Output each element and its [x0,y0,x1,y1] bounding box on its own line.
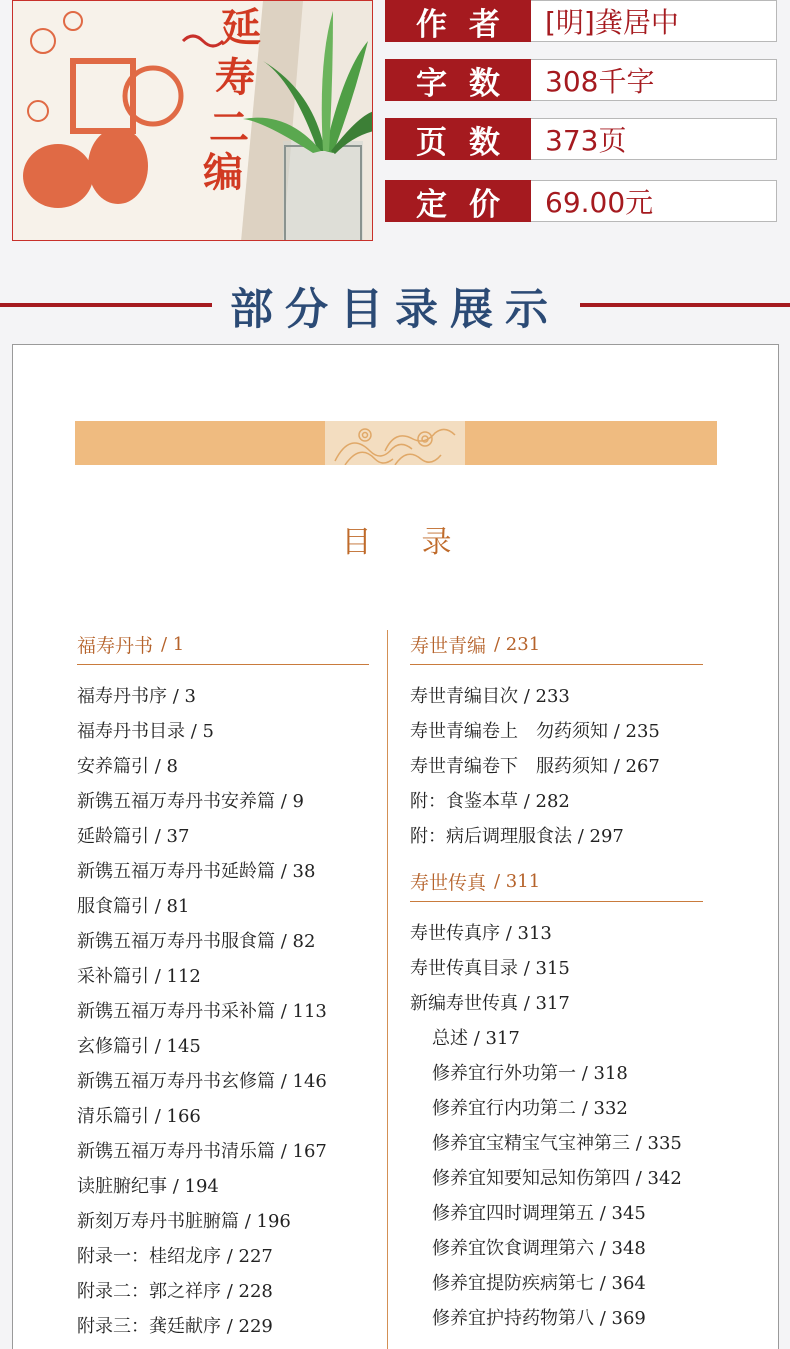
info-label: 字数 [385,59,531,101]
section-heading-text: 寿世青编 [410,635,487,657]
toc-item: 修养宜四时调理第五 / 345 [432,1203,646,1224]
section-heading-page: / 231 [494,634,541,655]
toc-item: 安养篇引 / 8 [77,756,178,777]
toc-item: 玄修篇引 / 145 [77,1036,201,1057]
toc-item: 寿世传真目录 / 315 [410,958,570,979]
info-value: 373页 [531,118,777,160]
toc-item: 寿世传真序 / 313 [410,923,552,944]
info-row-author [385,0,777,42]
cover-title-char: 二 [209,104,249,151]
book-cover-image [12,0,373,241]
toc-section-heading [77,625,369,665]
cover-title-char: 编 [203,149,243,196]
toc-item: 修养宜提防疾病第七 / 364 [432,1273,646,1294]
info-value: [明]龚居中 [531,0,777,42]
info-row-word-count [385,59,777,101]
toc-item: 福寿丹书序 / 3 [77,686,196,707]
toc-item: 修养宜行外功第一 / 318 [432,1063,628,1084]
info-label: 定价 [385,180,531,222]
toc-item: 寿世青编目次 / 233 [410,686,570,707]
info-row-price [385,180,777,222]
toc-item: 新镌五福万寿丹书服食篇 / 82 [77,931,316,952]
toc-title: 目录 [341,525,502,560]
section-heading-text: 福寿丹书 [77,635,154,657]
toc-item: 服食篇引 / 81 [77,896,190,917]
toc-item: 修养宜护持药物第八 / 369 [432,1308,646,1329]
toc-item: 附：病后调理服食法 / 297 [410,826,624,847]
info-value: 69.00元 [531,180,777,222]
toc-item: 新镌五福万寿丹书玄修篇 / 146 [77,1071,327,1092]
toc-left-column [77,625,369,1344]
info-label: 作者 [385,0,531,42]
toc-right-column [410,625,703,1336]
toc-item: 修养宜宝精宝气宝神第三 / 335 [432,1133,682,1154]
toc-item: 新镌五福万寿丹书采补篇 / 113 [77,1001,327,1022]
toc-item: 新镌五福万寿丹书安养篇 / 9 [77,791,304,812]
toc-item: 修养宜饮食调理第六 / 348 [432,1238,646,1259]
toc-item: 读脏腑纪事 / 194 [77,1176,219,1197]
toc-item: 新镌五福万寿丹书延龄篇 / 38 [77,861,316,882]
toc-item: 新镌五福万寿丹书清乐篇 / 167 [77,1141,327,1162]
toc-item: 修养宜知要知忌知伤第四 / 342 [432,1168,682,1189]
section-heading-page: / 311 [494,871,541,892]
cloud-pattern-icon [325,421,465,465]
toc-item: 附录二：郭之祥序 / 228 [77,1281,273,1302]
info-value: 308千字 [531,59,777,101]
toc-item: 修养宜行内功第二 / 332 [432,1098,628,1119]
info-row-page-count [385,118,777,160]
column-divider [387,630,388,1349]
toc-section-heading [410,625,703,665]
section-heading-text: 寿世传真 [410,872,487,894]
toc-section-heading [410,862,703,902]
toc-item: 采补篇引 / 112 [77,966,201,987]
toc-item: 新刻万寿丹书脏腑篇 / 196 [77,1211,291,1232]
section-title: 部分目录展示 [230,285,560,335]
cover-title-char: 寿 [215,54,255,101]
toc-page-image [12,344,779,1349]
toc-item: 附录一：桂绍龙序 / 227 [77,1246,273,1267]
decorative-banner [75,421,717,465]
toc-item: 新编寿世传真 / 317 [410,993,570,1014]
toc-item: 寿世青编卷下 服药须知 / 267 [410,756,660,777]
toc-item: 附：食鉴本草 / 282 [410,791,570,812]
cover-title-char: 延 [221,4,261,51]
toc-item: 清乐篇引 / 166 [77,1106,201,1127]
toc-item: 延龄篇引 / 37 [77,826,190,847]
info-label: 页数 [385,118,531,160]
toc-item: 附录三：龚廷献序 / 229 [77,1316,273,1337]
toc-item: 福寿丹书目录 / 5 [77,721,214,742]
toc-item: 寿世青编卷上 勿药须知 / 235 [410,721,660,742]
toc-item: 总述 / 317 [432,1028,520,1049]
section-heading-page: / 1 [161,634,185,655]
